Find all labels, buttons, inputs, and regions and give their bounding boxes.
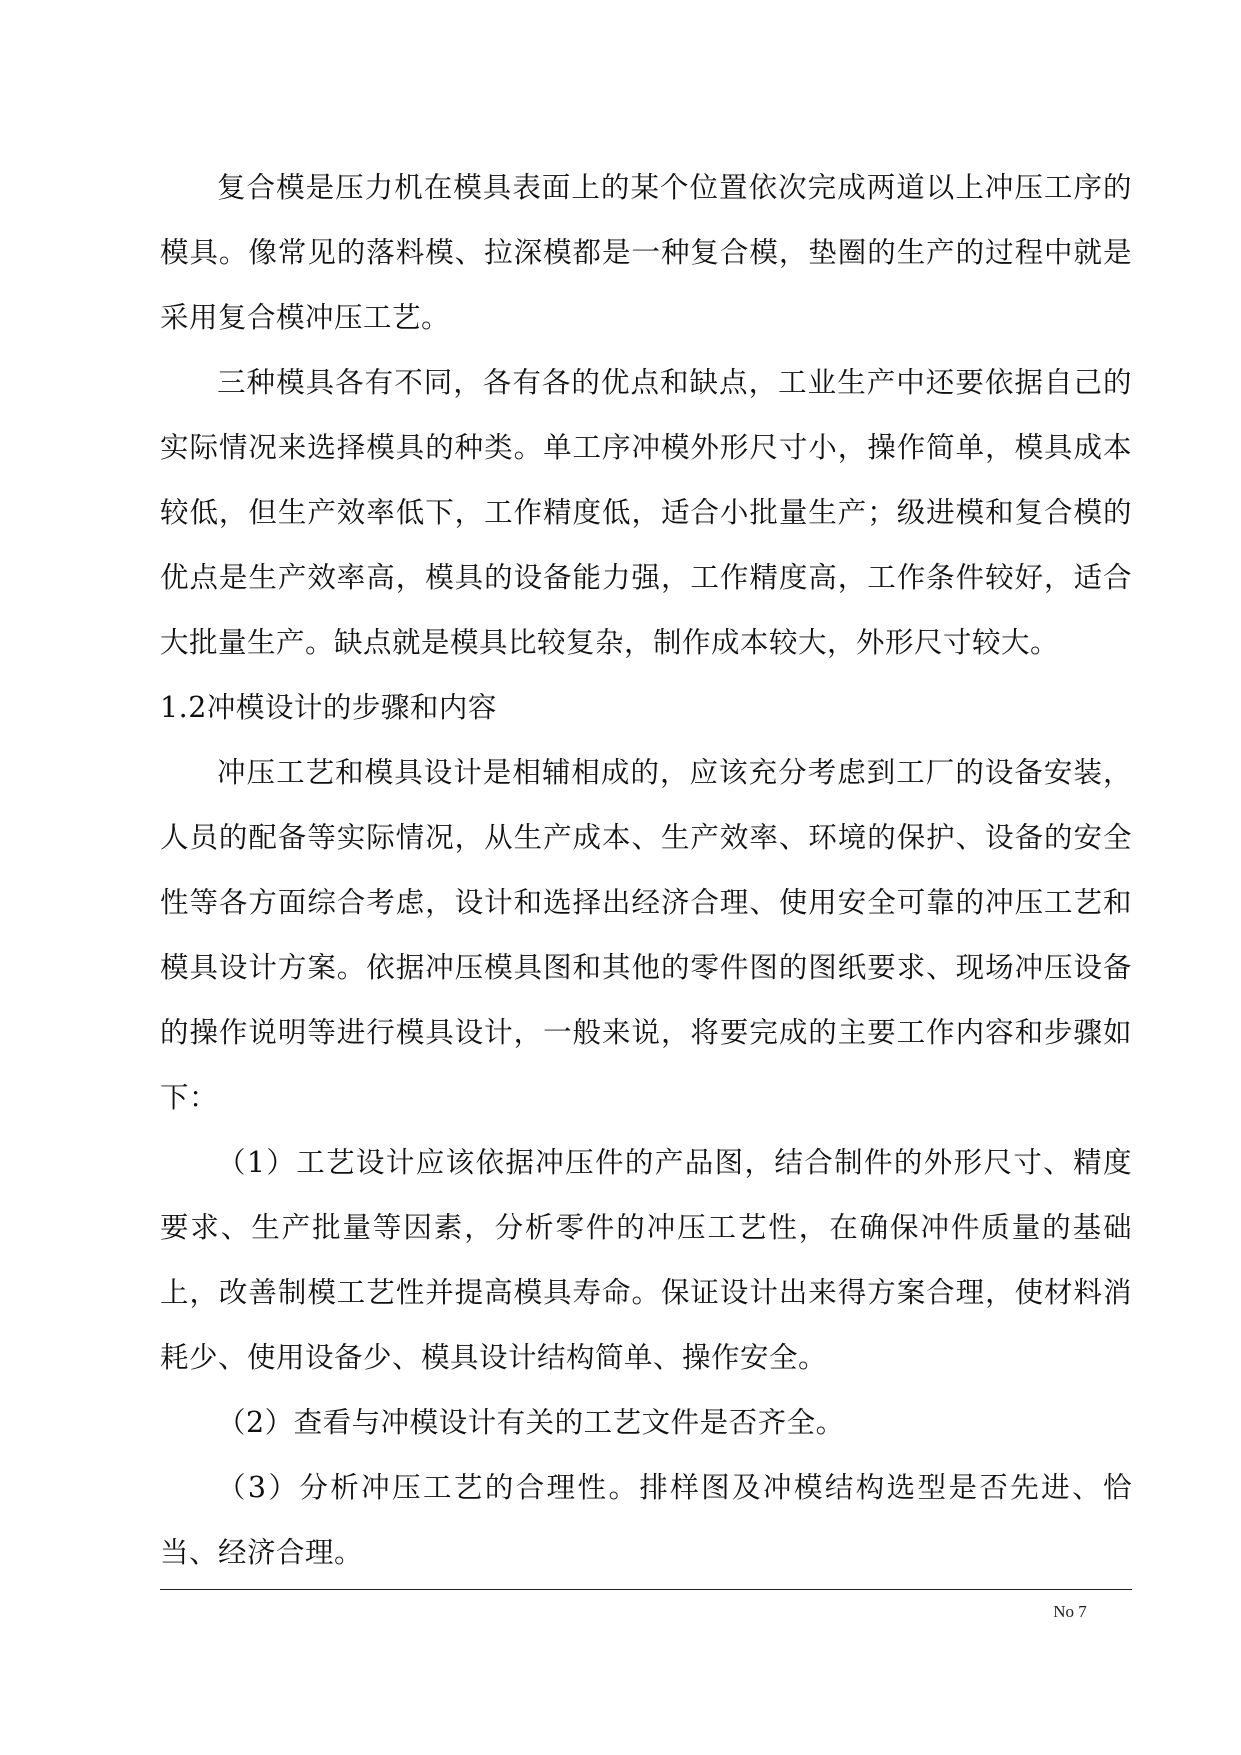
document-body	[160, 155, 1132, 1585]
list-item-step-1: （1）工艺设计应该依据冲压件的产品图，结合制件的外形尺寸、精度要求、生产批量等因素，分析零件的冲压工艺性，在确保冲件质量的基础上，改善制模工艺性并提高模具寿命。保证设计出来得方案合理，使材料消耗少、使用设备少、模具设计结构简单、操作安全。	[160, 1146, 1132, 1374]
page-number: No 7	[1053, 1602, 1087, 1621]
paragraph-compound-die: 复合模是压力机在模具表面上的某个位置依次完成两道以上冲压工序的模具。像常见的落料模、拉深模都是一种复合模，垫圈的生产的过程中就是采用复合模冲压工艺。	[160, 171, 1132, 334]
section-heading: 1.2冲模设计的步骤和内容	[160, 691, 497, 724]
list-item-step-3: （3）分析冲压工艺的合理性。排样图及冲模结构选型是否先进、恰当、经济合理。	[160, 1471, 1132, 1569]
list-item-step-2: （2）查看与冲模设计有关的工艺文件是否齐全。	[217, 1406, 845, 1439]
paragraph-die-comparison: 三种模具各有不同，各有各的优点和缺点，工业生产中还要依据自己的实际情况来选择模具的种类。单工序冲模外形尺寸小，操作简单，模具成本较低，但生产效率低下，工作精度低，适合小批量生产；级进模和复合模的优点是生产效率高，模具的设备能力强，工作精度高，工作条件较好，适合大批量生产。缺点就是模具比较复杂，制作成本较大，外形尺寸较大。	[160, 366, 1132, 659]
footer-divider	[160, 1589, 1132, 1590]
paragraph-design-overview: 冲压工艺和模具设计是相辅相成的，应该充分考虑到工厂的设备安装，人员的配备等实际情况，从生产成本、生产效率、环境的保护、设备的安全性等各方面综合考虑，设计和选择出经济合理、使用安全可靠的冲压工艺和模具设计方案。依据冲压模具图和其他的零件图的图纸要求、现场冲压设备的操作说明等进行模具设计，一般来说，将要完成的主要工作内容和步骤如下：	[160, 756, 1132, 1114]
